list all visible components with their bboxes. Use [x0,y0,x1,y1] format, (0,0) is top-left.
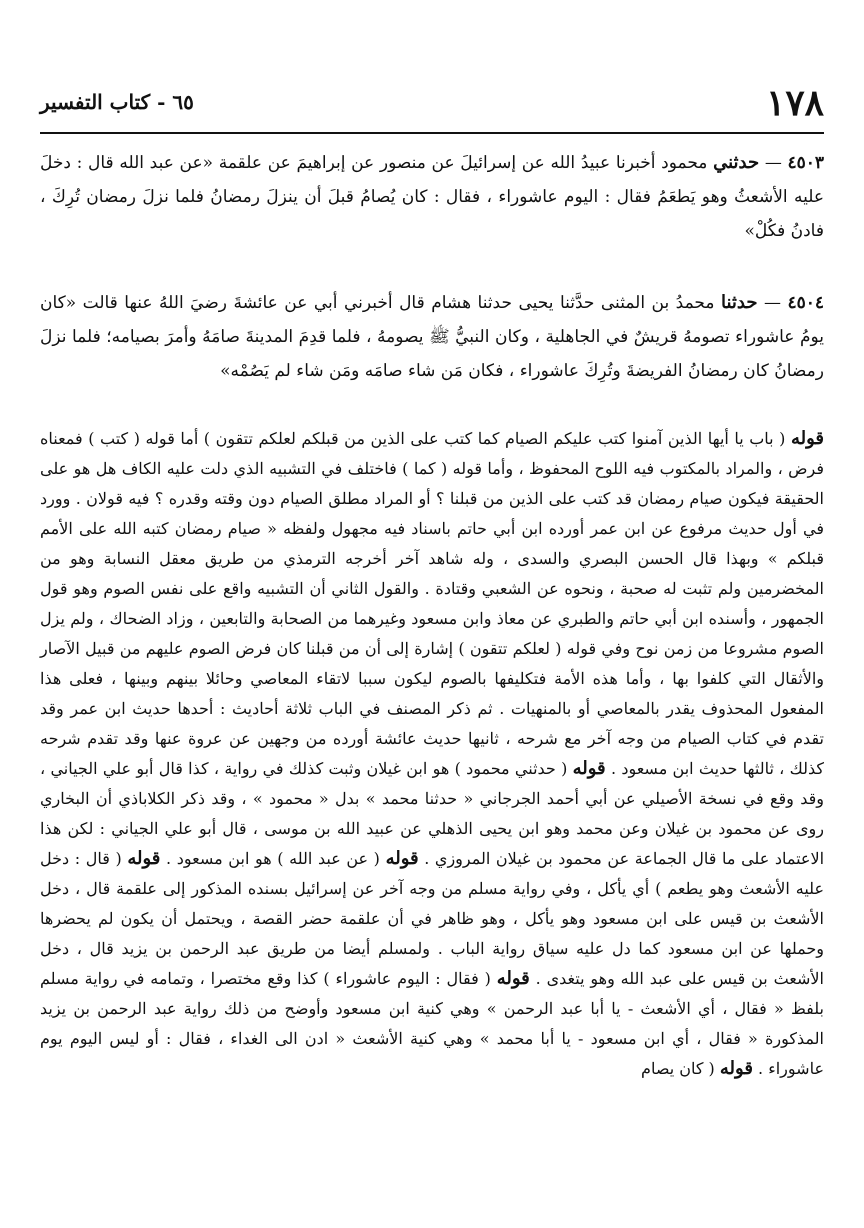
commentary-text: ( حدثني محمود ) هو ابن غيلان وثبت كذلك في رواية ، كذا قال أبو علي الجياني ، وقد وقع في نسخة الأصيلي عن أبي أحمد الجرجاني « حدثنا محمد » بدل « محمود » ، وقد ذكر الكلاباذي أن البخاري روى عن محمود بن غيلان وعن محمد وهو ابن يحيى الذهلي عن عبيد الله بن موسى ، قال أبو علي الجياني : لكن هذا الاعتماد على ما قال الجماعة عن محمود بن غيلان المروزي . [40,759,825,868]
commentary-body [40,424,824,1084]
commentary-lead: قوله [719,1058,753,1079]
hadith-text: محمدُ بن المثنى حدَّثنا يحيى حدثنا هشام قال أخبرني أبي عن عائشةَ رضيَ اللهُ عنها قالت «كان يومُ عاشوراء تصومهُ قريشٌ في الجاهلية ، وكان النبيُّ ﷺ يصومهُ ، فلما قدِمَ المدينةَ صامَهُ وأمرَ بصيامه؛ فلما نزلَ رمضانُ كان رمضانُ الفريضةَ وتُرِكَ عاشوراء ، فكان مَن شاء صامَه ومَن شاء لم يَصُمْه» [40,293,824,381]
commentary-lead: قوله [496,968,530,989]
commentary-lead: قوله [790,428,825,449]
running-title: ٦٥ - كتاب التفسير [40,90,194,114]
commentary-lead: قوله [572,758,606,779]
page-number: ١٧٨ [765,82,824,124]
commentary-text: ( عن عبد الله ) هو ابن مسعود . [166,849,380,868]
hadith-keyword: حدثني [713,152,760,173]
commentary-lead: قوله [385,848,419,869]
page-header [40,82,824,130]
hadith-text: محمود أخبرنا عبيدُ الله عن إسرائيلَ عن منصور عن إبراهيمَ عن علقمة «عن عبد الله قال : دخلَ عليه الأشعثُ وهو يَطعَمُ فقال : اليوم عاشوراء ، فقال : كان يُصامُ قبلَ أن ينزلَ رمضانُ فلما نزلَ رمضان تُرِكَ ، فادنُ فكُلْ» [40,153,824,241]
hadith-number: ٤٥٠٤ [787,293,825,313]
hadith-dash: — [764,293,781,313]
header-rule [40,132,824,134]
commentary-text: ( قال : دخل عليه الأشعث وهو يطعم ) أي يأكل ، وفي رواية مسلم من وجه آخر عن إسرائيل بسنده المذكور إلى علقمة قال ، دخل الأشعث بن قيس على ابن مسعود وهو يأكل ، وهو ظاهر في أن علقمة حضر القصة ، ويحتمل أن يكون لم يحضرها وحملها عن ابن مسعود كما دل عليه سياق رواية الباب . ولمسلم أيضا من طريق عبد الرحمن بن يزيد قال ، دخل الأشعث بن قيس على عبد الله وهو يتغدى . [40,849,825,988]
commentary-text: ( باب يا أيها الذين آمنوا كتب عليكم الصيام كما كتب على الذين من قبلكم لعلكم تتقون ) أما قوله ( كتب ) فمعناه فرض ، والمراد بالمكتوب فيه اللوح المحفوظ ، وأما قوله ( كما ) فاختلف في التشبيه الذي دلت عليه الكاف هل هو على الحقيقة فيكون صيام رمضان قد كتب على الذين من قبلنا ؟ أو المراد مطلق الصيام دون وقته وقدره ؟ فيه قولان . وورد في أول حديث مرفوع عن ابن عمر أورده ابن أبي حاتم باسناد فيه مجهول ولفظه « صيام رمضان كتبه الله على الأمم قبلكم » وبهذا قال الحسن البصري والسدى ، وله شاهد آخر أخرجه الترمذي من طريق معقل النسابة وهو من المخضرمين ولم تثبت له صحبة ، ونحوه عن الشعبي وقتادة . والقول الثاني أن التشبيه واقع على نفس الصوم وهو قول الجمهور ، وأسنده ابن أبي حاتم والطبري عن معاذ وابن مسعود وغيرهما من الصحابة والتابعين ، وزاد الضحاك ، ولم يزل الصوم مشروعا من زمن نوح وفي قوله ( لعلكم تتقون ) إشارة إلى أن من قبلنا كان فرض الصوم عليهم من قبيل الآصار والأثقال التي كلفوا بها ، وأما هذه الأمة فتكليفها بالصوم ليكون سببا لاتقاء المعاصي وحائلا بينهم وبينها ، فعلى هذا المفعول المحذوف يقدر بالمعاصي أو بالمنهيات . ثم ذكر المصنف في الباب ثلاثة أحاديث : أحدها حديث ابن عمر وقد تقدم في كتاب الصيام من وجه آخر مع شرحه ، ثانيها حديث عائشة أورده من وجهين عن عروة عنها وقد تقدم شرحه كذلك ، ثالثها حديث ابن مسعود . [40,429,825,778]
hadith-number: ٤٥٠٣ [787,153,825,173]
hadith-keyword: حدثنا [721,292,758,313]
commentary-text: ( كان يصام [641,1059,715,1078]
commentary-lead: قوله [127,848,161,869]
hadith-4504 [40,286,824,388]
hadith-4503 [40,146,824,248]
commentary-text: ( فقال : اليوم عاشوراء ) كذا وقع مختصرا ، وتمامه في رواية مسلم بلفظ « فقال ، أي الأشعث - يا أبا عبد الرحمن » وهي كنية ابن مسعود وأوضح من ذلك رواية عبد الرحمن بن يزيد المذكورة « فقال ، أي ابن مسعود - يا أبا محمد » وهي كنية الأشعث « ادن الى الغداء ، فقال : أو ليس اليوم يوم عاشوراء . [40,969,824,1078]
hadith-dash: — [764,153,782,173]
